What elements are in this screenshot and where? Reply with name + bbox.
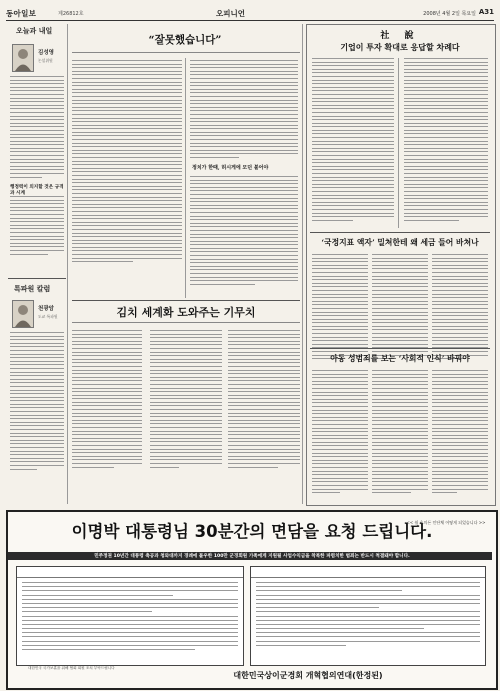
article-body-text [150,330,222,468]
section-divider [310,348,490,349]
ad-title: 이명박 대통령님 30분간의 면담을 요청 드립니다. [71,522,433,541]
author-title: 도쿄 특파원 [38,314,58,319]
column-body-text [10,76,64,178]
advertisement [6,510,498,690]
publication-date: 2008년 4월 2일 목요일 [423,11,476,17]
editorial-headline: 아동 성범죄를 보는 ‘사회적 인식’ 바꿔야 [330,354,470,363]
editorial-headline: 기업이 투자 확대로 응답할 차례다 [340,42,460,52]
column-kicker: 오늘과 내일 [16,26,53,35]
editorial-body-text [312,58,394,221]
column-divider [67,24,68,504]
ad-box-text [251,578,485,650]
article-headline: 김치 세계화 도와주는 기무치 [116,306,256,319]
newspaper-name: 동아일보 [6,9,37,18]
editorial-body-text [432,370,488,493]
article-body-text [190,176,298,285]
section-divider [310,232,490,233]
editorial-body-text [372,254,428,359]
article-body-text [228,330,300,468]
section-divider [72,322,300,323]
author-title: 논설위원 [38,58,53,63]
column-kicker: 특파원 칼럼 [14,284,51,293]
ad-footnote: 대한민국 국가보훈을 위해 협회 회원 조치 부탁드립니다 [28,666,115,670]
editorial-body-text [372,370,428,493]
editorial-headline: ‘국정지표 액자’ 밀쳐한테 왜 세금 들어 바쳐나 [321,238,479,247]
editorial-body-text [312,370,368,493]
editorial-body-text [312,254,368,359]
column-divider [185,58,186,298]
portrait-silhouette-icon [13,45,33,71]
editorial-label: 社 說 [380,31,420,41]
column-subheading: 행정력이 의지할 것은 규격과 시계 [10,185,64,196]
section-name: 오피니언 [216,9,245,18]
ad-subtitle: 민주정권 10년간 대통령 축공과 청와대까지 경례에 불우한 100만 군경회원 가족에게 지원될 사업수익금을 착복한 파렴치한 범죄는 반드시 척결돼야 합니다. [94,554,410,559]
article-subheading: 정치가 한때, 허시게에 모던 불어야 [192,165,269,171]
column-body-text [10,332,64,470]
article-headline: “잘못했습니다” [148,34,222,46]
column-body-text [10,196,64,255]
column-divider [302,24,303,504]
ad-box-text [17,578,243,654]
masthead [6,6,494,21]
page-number: A31 [478,8,494,16]
ad-text-box [250,566,486,666]
author-name: 천광암 [38,306,54,312]
ad-box-header [17,567,243,578]
editorial-body-text [404,58,488,221]
editorial-body-text [432,254,488,359]
section-divider [8,278,66,279]
author-portrait [12,44,34,72]
article-body-text [190,60,298,158]
author-portrait [12,300,34,328]
ad-text-box [16,566,244,666]
section-divider [72,300,300,301]
ad-box-header [251,567,485,578]
portrait-silhouette-icon [13,301,33,327]
author-name: 김성영 [38,50,54,56]
ad-sponsor-name: 대한민국상이군경회 개혁협의연대(한정된) [233,671,383,680]
section-divider [72,52,300,53]
ad-corner-note: << 월 호의든 인단체 어떻게 되었습니다 >> [406,520,486,525]
issue-number: 제26812호 [58,11,84,17]
article-body-text [72,60,182,262]
article-body-text [72,330,142,468]
